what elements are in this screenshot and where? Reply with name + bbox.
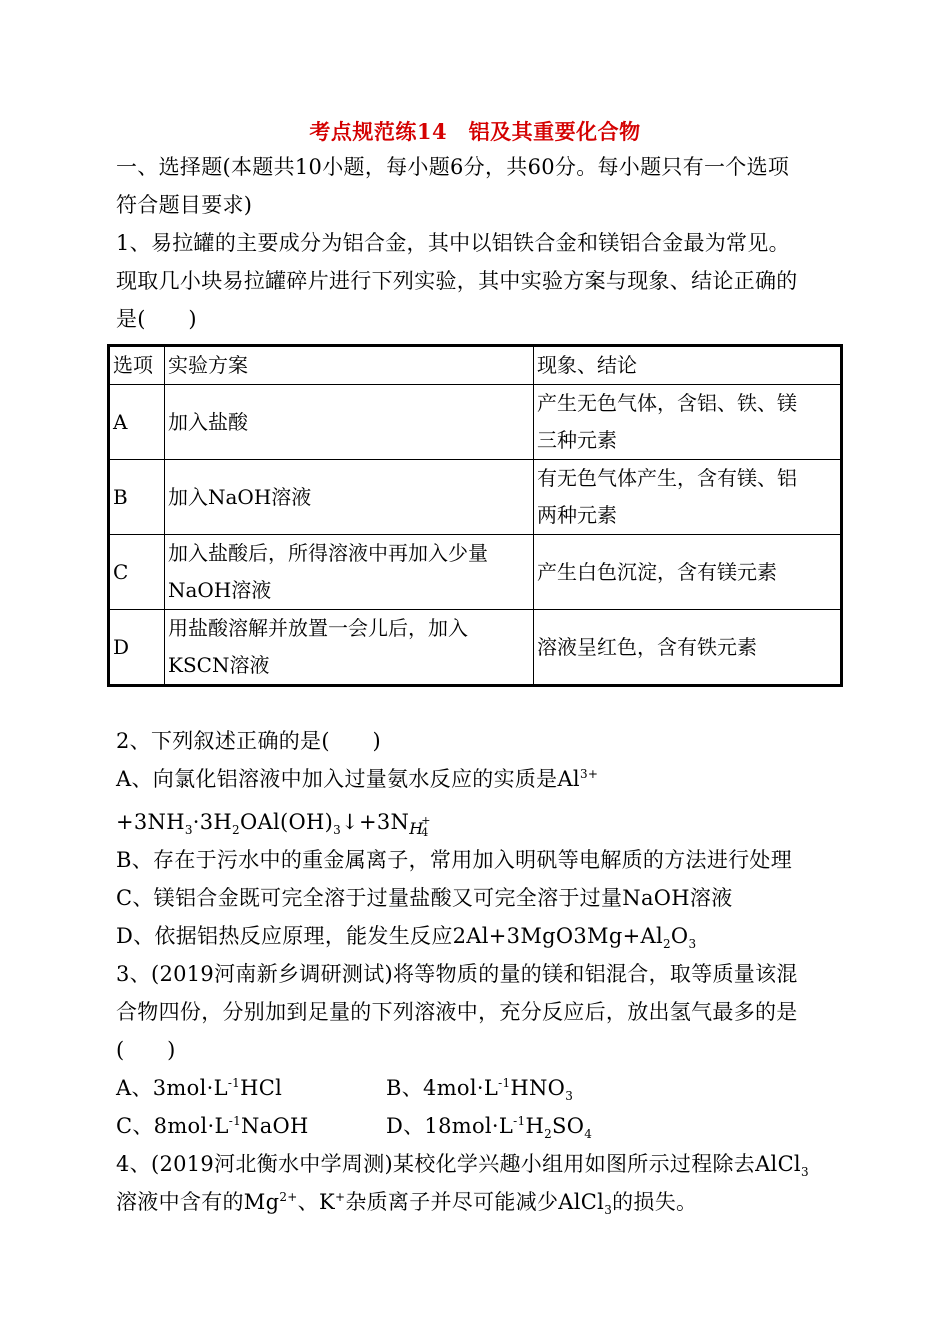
q3-option-d: [386, 1112, 592, 1140]
q2-stem: 2、下列叙述正确的是( ): [116, 729, 381, 753]
page-title: 考点规范练14 铝及其重要化合物: [309, 119, 641, 144]
table-cell-result: [534, 460, 842, 535]
table-header-row: [109, 346, 842, 385]
eq-part: +3NH: [116, 810, 185, 834]
ammonium-ion: [409, 813, 431, 839]
q1-stem-line1: 1、易拉罐的主要成分为铝合金，其中以铝铁合金和镁铝合金最为常见。: [116, 231, 790, 255]
opt-sup: -1: [513, 1114, 526, 1128]
q2-option-b: B、存在于污水中的重金属离子，常用加入明矾等电解质的方法进行处理: [116, 848, 793, 872]
q3-option-a: [116, 1074, 282, 1102]
q2-option-a-equation: [116, 808, 431, 839]
q4-sub: 3: [604, 1203, 613, 1218]
q4-part: 、K: [297, 1190, 335, 1214]
eq-sub: 2: [232, 823, 240, 838]
eq-part: ↓+3N: [341, 810, 410, 834]
q4-part: 的损失。: [612, 1190, 698, 1214]
q2-option-a-charge: 3+: [579, 767, 599, 781]
eq-part: ·3H: [192, 810, 233, 834]
opt-part: NaOH: [241, 1114, 309, 1138]
opt-sup: -1: [228, 1114, 242, 1128]
plan-line: 加入盐酸: [168, 409, 248, 434]
opt-sup: -1: [498, 1076, 511, 1090]
opt-sub: 4: [584, 1127, 593, 1142]
table-header-result: 现象、结论: [534, 346, 842, 385]
q4-sup: +: [334, 1190, 346, 1204]
q2-option-a: [116, 765, 598, 793]
opt-sup: -1: [227, 1076, 241, 1090]
opt-sub: 3: [565, 1089, 574, 1104]
q2-option-d: [116, 922, 696, 950]
table-row: [109, 460, 842, 535]
plan-line: KSCN溶液: [168, 653, 270, 677]
ion-symbol: H: [409, 818, 424, 838]
eq-sub: 2: [662, 937, 671, 952]
opt-part: B、4mol·L: [386, 1076, 499, 1100]
ion-charge: +: [421, 813, 431, 827]
section-heading-line1: 一、选择题(本题共10小题，每小题6分，共60分。每小题只有一个选项: [116, 155, 790, 179]
result-line: 两种元素: [537, 503, 617, 527]
opt-part: A、3mol·L: [116, 1076, 228, 1100]
table-header-plan: 实验方案: [165, 346, 534, 385]
opt-part: HNO: [510, 1076, 566, 1100]
q1-experiment-table: [107, 344, 843, 687]
opt-part: H: [525, 1114, 545, 1138]
eq-part: O: [670, 924, 689, 948]
opt-part: SO: [552, 1114, 585, 1138]
ion-subscript: 4: [421, 825, 429, 839]
table-cell-option: D: [109, 610, 165, 686]
plan-line: NaOH溶液: [168, 578, 272, 602]
table-cell-plan: [165, 610, 534, 686]
q4-sup: 2+: [279, 1190, 298, 1204]
result-line: 有无色气体产生，含有镁、铝: [537, 466, 797, 490]
table-cell-option: A: [109, 385, 165, 460]
table-row: [109, 535, 842, 610]
table-cell-result: [534, 610, 842, 686]
q3-stem-line1: 3、(2019河南新乡调研测试)将等物质的量的镁和铝混合，取等质量该混: [116, 962, 798, 986]
q4-part: 溶液中含有的Mg: [116, 1190, 280, 1214]
opt-part: D、18mol·L: [386, 1114, 514, 1138]
section-heading-line2: 符合题目要求): [116, 193, 253, 217]
q2-option-c: C、镁铝合金既可完全溶于过量盐酸又可完全溶于过量NaOH溶液: [116, 886, 733, 910]
q3-option-c: [116, 1112, 309, 1140]
plan-line: 加入NaOH溶液: [168, 484, 312, 509]
result-line: 产生白色沉淀，含有镁元素: [537, 559, 777, 584]
opt-sub: 2: [544, 1127, 553, 1142]
table-cell-result: [534, 535, 842, 610]
eq-part: OAl(OH): [239, 810, 334, 834]
table-cell-result: [534, 385, 842, 460]
q4-part: 杂质离子并尽可能减少AlCl: [345, 1190, 605, 1214]
result-line: 三种元素: [537, 428, 617, 452]
opt-part: HCl: [240, 1076, 283, 1100]
q4-part: 4、(2019河北衡水中学周测)某校化学兴趣小组用如图所示过程除去AlCl: [116, 1152, 801, 1176]
eq-part: D、依据铝热反应原理，能发生反应2Al+3MgO3Mg+Al: [116, 924, 663, 948]
table-cell-plan: [165, 460, 534, 535]
q3-stem-line3: ( ): [116, 1038, 176, 1062]
result-line: 产生无色气体，含铝、铁、镁: [537, 391, 797, 415]
table-cell-option: B: [109, 460, 165, 535]
table-cell-option: C: [109, 535, 165, 610]
plan-line: 加入盐酸后，所得溶液中再加入少量: [168, 541, 488, 565]
plan-line: 用盐酸溶解并放置一会儿后，加入: [168, 616, 468, 640]
table-row: [109, 610, 842, 686]
q4-stem-line2: [116, 1188, 697, 1216]
opt-part: C、8mol·L: [116, 1114, 229, 1138]
q3-option-b: [386, 1074, 573, 1102]
q2-option-a-text: A、向氯化铝溶液中加入过量氨水反应的实质是Al: [116, 767, 580, 791]
table-cell-plan: [165, 535, 534, 610]
eq-sub: 3: [333, 823, 342, 838]
q4-stem-line1: [116, 1150, 809, 1178]
q3-stem-line2: 合物四份，分别加到足量的下列溶液中，充分反应后，放出氢气最多的是: [116, 1000, 798, 1024]
table-cell-plan: [165, 385, 534, 460]
eq-sub: 3: [688, 937, 697, 952]
table-row: [109, 385, 842, 460]
q4-sub: 3: [800, 1165, 809, 1180]
eq-sub: 3: [184, 823, 193, 838]
table-header-option: 选项: [109, 346, 165, 385]
q1-stem-line3: 是( ): [116, 307, 197, 331]
q1-stem-line2: 现取几小块易拉罐碎片进行下列实验，其中实验方案与现象、结论正确的: [116, 269, 798, 293]
result-line: 溶液呈红色，含有铁元素: [537, 634, 757, 659]
